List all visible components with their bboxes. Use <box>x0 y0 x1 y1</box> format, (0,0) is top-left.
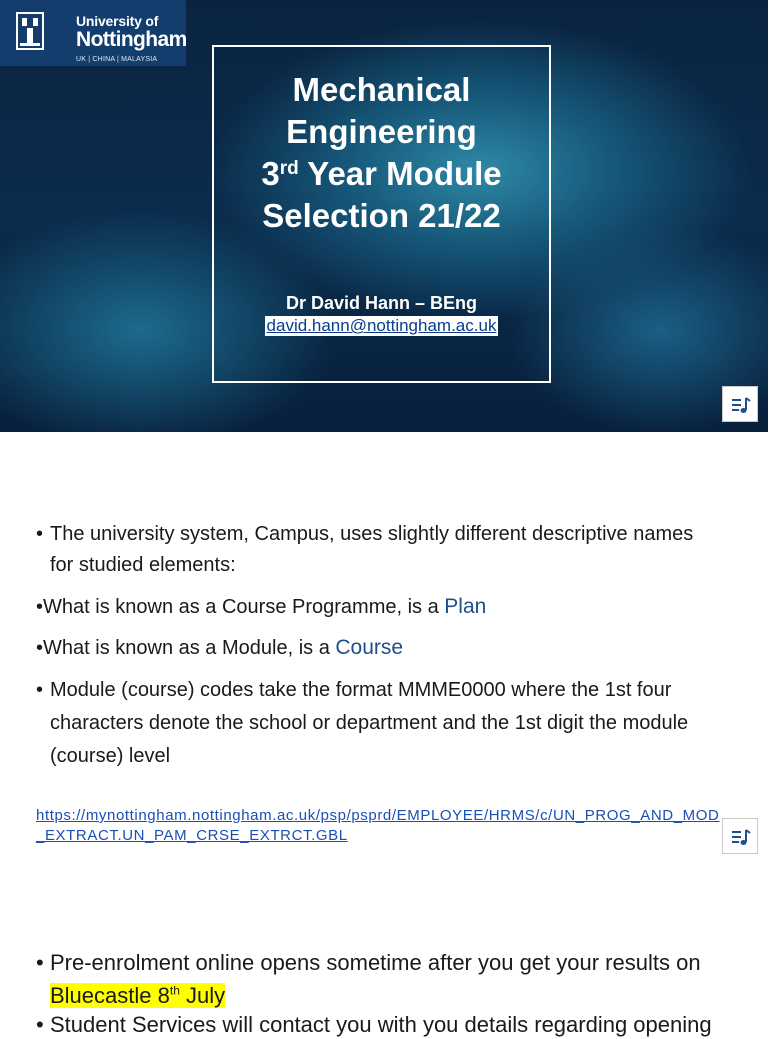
bullet-item <box>36 591 736 623</box>
title-year-rest: Year Module <box>298 155 502 192</box>
results-date-a: Bluecastle 8 <box>50 983 170 1009</box>
title-line-2: Engineering <box>286 113 477 150</box>
title-slide <box>0 0 768 432</box>
audio-icon <box>731 395 751 415</box>
university-logo <box>0 0 186 66</box>
bullet-dot: • <box>36 523 44 545</box>
bullet-text: What is known as a Module, is a <box>43 637 336 659</box>
title-year-number: 3 <box>261 155 280 192</box>
audio-button[interactable] <box>722 818 758 854</box>
bullet-item <box>36 632 736 664</box>
terminology-slide <box>0 432 768 865</box>
results-date-b: July <box>179 983 226 1009</box>
title-line-4: Selection 21/22 <box>262 197 501 234</box>
bullet-dot: • <box>36 1012 44 1037</box>
bullet-item <box>36 674 720 773</box>
term-course: Course <box>335 636 404 659</box>
title-line-1: Mechanical <box>292 71 471 108</box>
author-email-link[interactable]: david.hann@nottingham.ac.uk <box>266 316 497 335</box>
bullet-item <box>36 1011 770 1039</box>
module-extract-link[interactable]: https://mynottingham.nottingham.ac.uk/psp/psprd/EMPLOYEE/HRMS/c/UN_PROG_AND_MOD_EXTRACT.UN_PAM_CRSE_EXTRCT.GBL <box>36 807 720 844</box>
bullet-dot: • <box>36 596 44 618</box>
logo-university-of: University of <box>76 13 159 29</box>
results-date-highlight <box>50 983 225 1008</box>
bullet-item <box>36 519 700 581</box>
results-date-sup: th <box>169 984 180 998</box>
title-year-suffix: rd <box>279 158 299 179</box>
bullet-dot: • <box>36 950 44 975</box>
bullet-dot: • <box>36 637 44 659</box>
bullet-text: Student Services will contact you with you details regarding opening <box>50 1012 712 1037</box>
bullet-text: Module (course) codes take the format MMME0000 where the 1st four characters denote the school or department and the 1st digit the module (course) level <box>50 679 689 767</box>
bullet-dot: • <box>36 679 44 701</box>
university-crest-icon <box>12 10 48 54</box>
title-box <box>212 45 551 383</box>
audio-icon <box>731 827 751 847</box>
bullet-text: The university system, Campus, uses slightly different descriptive names for studied elements: <box>50 523 694 576</box>
author-name: Dr David Hann – BEng <box>285 293 478 313</box>
bullet-item <box>36 949 750 1010</box>
calendar-slide <box>0 865 768 1037</box>
bullet-text: Pre-enrolment online opens sometime after you get your results on <box>50 950 701 975</box>
audio-button[interactable] <box>722 386 758 422</box>
logo-nottingham: Nottingham <box>76 28 187 51</box>
title-line-3 <box>214 153 549 195</box>
term-plan: Plan <box>444 595 487 618</box>
slide-title <box>214 69 549 237</box>
bullet-text: What is known as a Course Programme, is a <box>43 596 445 618</box>
logo-campuses: UK | CHINA | MALAYSIA <box>76 56 158 63</box>
